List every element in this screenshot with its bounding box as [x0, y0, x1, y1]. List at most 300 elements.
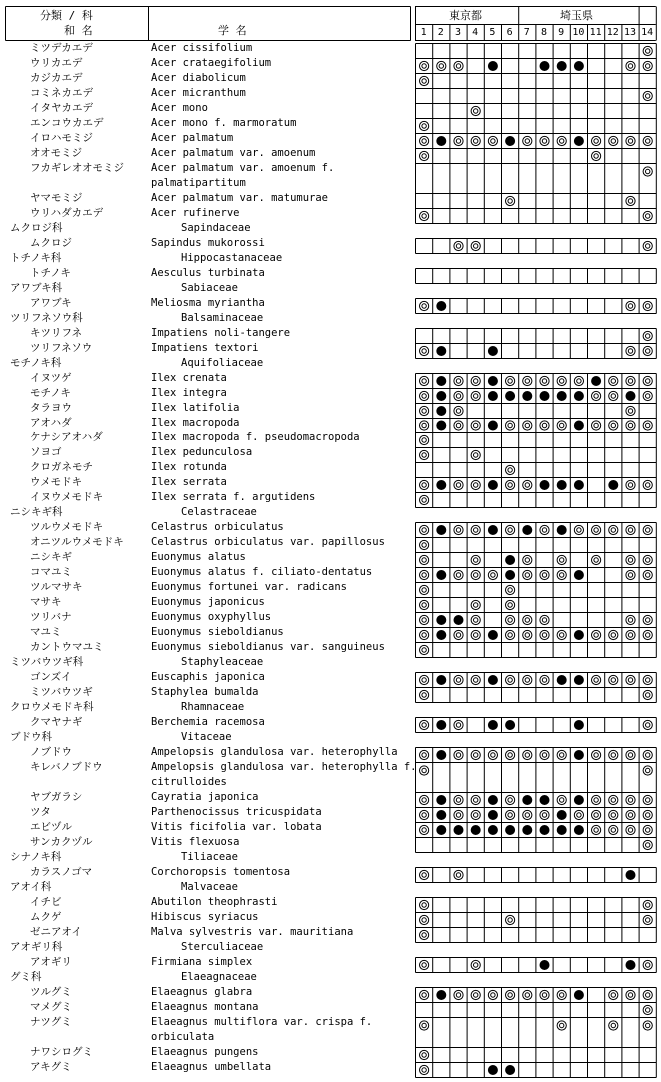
double-circle-mark-inner	[646, 678, 650, 682]
double-circle-mark	[626, 750, 635, 759]
double-circle-mark	[557, 376, 566, 385]
double-circle-mark-inner	[560, 798, 564, 802]
family-name-sci: Celastraceae	[181, 506, 257, 519]
family-name-jp: ツリフネソウ科	[10, 311, 83, 324]
species-name-sci: Acer palmatum var. amoenum	[151, 146, 316, 159]
double-circle-mark-inner	[646, 139, 650, 143]
double-circle-mark	[626, 61, 635, 70]
double-circle-mark	[471, 391, 480, 400]
double-circle-mark	[420, 151, 429, 160]
double-circle-mark-inner	[422, 379, 426, 383]
double-circle-mark	[420, 690, 429, 699]
filled-circle-mark	[436, 421, 446, 431]
double-circle-mark	[643, 960, 652, 969]
double-circle-mark	[420, 930, 429, 939]
double-circle-mark-inner	[422, 798, 426, 802]
double-circle-mark	[540, 630, 549, 639]
double-circle-mark	[506, 196, 515, 205]
double-circle-mark	[643, 480, 652, 489]
double-circle-mark	[643, 750, 652, 759]
double-circle-mark	[643, 525, 652, 534]
double-circle-mark-inner	[456, 483, 460, 487]
double-circle-mark-inner	[646, 813, 650, 817]
double-circle-mark-inner	[508, 528, 512, 532]
double-circle-mark	[488, 570, 497, 579]
double-circle-mark	[592, 136, 601, 145]
double-circle-mark-inner	[422, 304, 426, 308]
double-circle-mark	[609, 825, 618, 834]
filled-circle-mark	[540, 825, 550, 835]
double-circle-mark	[454, 241, 463, 250]
double-circle-mark-inner	[628, 678, 632, 682]
species-name-sci: Parthenocissus tricuspidata	[151, 805, 322, 818]
header-sci-title: 学 名	[218, 24, 247, 37]
double-circle-mark-inner	[646, 334, 650, 338]
double-circle-mark	[420, 630, 429, 639]
species-name-jp: イタヤカエデ	[30, 101, 93, 114]
double-circle-mark	[609, 376, 618, 385]
double-circle-mark	[420, 915, 429, 924]
double-circle-mark-inner	[525, 558, 529, 562]
double-circle-mark	[420, 525, 429, 534]
double-circle-mark-inner	[422, 453, 426, 457]
double-circle-mark-inner	[422, 394, 426, 398]
family-name-sci: Hippocastanaceae	[181, 251, 283, 264]
species-name-jp: ムクロジ	[30, 236, 72, 249]
double-circle-mark	[471, 675, 480, 684]
double-circle-mark	[506, 795, 515, 804]
double-circle-mark	[454, 525, 463, 534]
filled-circle-mark	[540, 391, 550, 401]
family-name-jp: トチノキ科	[10, 251, 62, 264]
double-circle-mark	[454, 675, 463, 684]
column-number: 3	[454, 27, 461, 38]
double-circle-mark-inner	[422, 409, 426, 413]
filled-circle-mark	[454, 825, 464, 835]
species-name-jp: ゼニアオイ	[30, 925, 82, 938]
filled-circle-mark	[436, 630, 446, 640]
double-circle-mark-inner	[560, 379, 564, 383]
double-circle-mark	[643, 421, 652, 430]
double-circle-mark-inner	[508, 633, 512, 637]
species-name-jp: クマヤナギ	[30, 716, 83, 729]
double-circle-mark-inner	[646, 798, 650, 802]
double-circle-mark-inner	[422, 1023, 426, 1027]
double-circle-mark	[557, 990, 566, 999]
double-circle-mark	[540, 675, 549, 684]
species-name-jp: コミネカエデ	[30, 86, 93, 99]
species-name-sci: Acer mono	[151, 101, 208, 114]
double-circle-mark	[454, 136, 463, 145]
double-circle-mark	[523, 555, 532, 564]
double-circle-mark-inner	[525, 753, 529, 757]
double-circle-mark	[420, 480, 429, 489]
double-circle-mark-inner	[594, 798, 598, 802]
filled-circle-mark	[505, 136, 515, 146]
double-circle-mark	[420, 211, 429, 220]
species-name-jp: カントウマユミ	[30, 641, 104, 654]
double-circle-mark	[454, 795, 463, 804]
species-name-sci: Acer palmatum	[151, 131, 234, 144]
species-name-jp: マサキ	[30, 596, 62, 609]
double-circle-mark-inner	[525, 379, 529, 383]
double-circle-mark	[506, 810, 515, 819]
double-circle-mark-inner	[646, 1023, 650, 1027]
double-circle-mark-inner	[560, 558, 564, 562]
filled-circle-mark	[505, 391, 515, 401]
double-circle-mark	[574, 525, 583, 534]
species-name-jp: クロガネモチ	[30, 461, 93, 474]
filled-circle-mark	[557, 825, 567, 835]
species-name-sci: Acer mono f. marmoratum	[151, 116, 297, 129]
filled-circle-mark	[488, 391, 498, 401]
double-circle-mark-inner	[422, 588, 426, 592]
double-circle-mark-inner	[508, 918, 512, 922]
family-name-sci: Malvaceae	[181, 880, 238, 893]
filled-circle-mark	[436, 376, 446, 386]
filled-circle-mark	[505, 555, 515, 565]
double-circle-mark-inner	[611, 528, 615, 532]
double-circle-mark-inner	[456, 723, 460, 727]
double-circle-mark-inner	[474, 453, 478, 457]
filled-circle-mark	[488, 525, 498, 535]
double-circle-mark-inner	[508, 603, 512, 607]
double-circle-mark	[471, 810, 480, 819]
double-circle-mark	[626, 421, 635, 430]
double-circle-mark	[420, 495, 429, 504]
double-circle-mark-inner	[611, 678, 615, 682]
double-circle-mark-inner	[628, 573, 632, 577]
double-circle-mark	[506, 585, 515, 594]
filled-circle-mark	[505, 825, 515, 835]
header-left-title: 分類 / 科	[40, 9, 93, 22]
filled-circle-mark	[574, 61, 584, 71]
filled-circle-mark	[436, 406, 446, 416]
double-circle-mark	[643, 211, 652, 220]
double-circle-mark-inner	[611, 813, 615, 817]
double-circle-mark	[626, 675, 635, 684]
filled-circle-mark	[574, 990, 584, 1000]
double-circle-mark-inner	[456, 678, 460, 682]
double-circle-mark	[420, 615, 429, 624]
double-circle-mark	[643, 810, 652, 819]
double-circle-mark	[471, 376, 480, 385]
double-circle-mark	[420, 421, 429, 430]
filled-circle-mark	[574, 136, 584, 146]
double-circle-mark-inner	[422, 903, 426, 907]
double-circle-mark-inner	[594, 423, 598, 427]
double-circle-mark	[609, 630, 618, 639]
double-circle-mark	[540, 376, 549, 385]
double-circle-mark	[420, 555, 429, 564]
species-name-jp: ヤブガラシ	[30, 791, 83, 803]
double-circle-mark-inner	[594, 528, 598, 532]
column-number: 10	[572, 27, 585, 38]
double-circle-mark-inner	[542, 379, 546, 383]
double-circle-mark-inner	[646, 1008, 650, 1012]
species-name-sci: Euonymus oxyphyllus	[151, 611, 272, 624]
double-circle-mark-inner	[628, 379, 632, 383]
double-circle-mark-inner	[628, 139, 632, 143]
species-name-jp: オニツルウメモドキ	[30, 536, 124, 549]
filled-circle-mark	[540, 480, 550, 490]
double-circle-mark	[506, 376, 515, 385]
double-circle-mark-inner	[422, 918, 426, 922]
species-name-jp: ノブドウ	[30, 746, 72, 759]
double-circle-mark-inner	[508, 753, 512, 757]
double-circle-mark-inner	[646, 483, 650, 487]
species-name-jp: イヌウメモドキ	[30, 491, 104, 504]
double-circle-mark	[626, 301, 635, 310]
double-circle-mark	[471, 750, 480, 759]
filled-circle-mark	[626, 391, 636, 401]
double-circle-mark-inner	[474, 109, 478, 113]
double-circle-mark-inner	[422, 423, 426, 427]
double-circle-mark	[523, 615, 532, 624]
family-name-jp: ミツバウツギ科	[10, 656, 84, 669]
double-circle-mark-inner	[594, 394, 598, 398]
double-circle-mark	[420, 121, 429, 130]
filled-circle-mark	[505, 1065, 515, 1075]
filled-circle-mark	[488, 421, 498, 431]
double-circle-mark	[643, 675, 652, 684]
double-circle-mark-inner	[594, 139, 598, 143]
filled-circle-mark	[436, 990, 446, 1000]
filled-circle-mark	[471, 825, 481, 835]
double-circle-mark	[643, 91, 652, 100]
double-circle-mark	[523, 480, 532, 489]
species-name-jp: フカギレオオモミジ	[30, 161, 124, 174]
double-circle-mark-inner	[422, 768, 426, 772]
column-number: 12	[606, 27, 619, 38]
double-circle-mark	[488, 990, 497, 999]
species-name-sci: Acer cissifolium	[151, 42, 253, 54]
species-name-sci: Euscaphis japonica	[151, 671, 265, 684]
double-circle-mark-inner	[646, 618, 650, 622]
filled-circle-mark	[591, 376, 601, 386]
double-circle-mark	[420, 346, 429, 355]
species-name-sci: Acer palmatum var. amoenum f.	[151, 161, 335, 174]
double-circle-mark-inner	[491, 753, 495, 757]
double-circle-mark-inner	[422, 558, 426, 562]
double-circle-mark	[454, 720, 463, 729]
double-circle-mark	[592, 151, 601, 160]
filled-circle-mark	[574, 480, 584, 490]
double-circle-mark-inner	[525, 139, 529, 143]
species-name-sci: Elaeagnus montana	[151, 1000, 259, 1013]
double-circle-mark	[643, 720, 652, 729]
double-circle-mark-inner	[594, 753, 598, 757]
double-circle-mark	[471, 241, 480, 250]
double-circle-mark-inner	[646, 64, 650, 68]
double-circle-mark	[523, 750, 532, 759]
double-circle-mark-inner	[456, 993, 460, 997]
species-name-sci: Ilex serrata	[151, 476, 227, 489]
species-name-sci: Corchoropsis tomentosa	[151, 865, 291, 878]
double-circle-mark	[574, 810, 583, 819]
double-circle-mark-inner	[474, 573, 478, 577]
species-name-sci: Sapindus mukorossi	[151, 236, 265, 249]
species-name-sci: Abutilon theophrasti	[151, 895, 278, 908]
double-circle-mark-inner	[474, 558, 478, 562]
species-name-sci: Aesculus turbinata	[151, 266, 265, 279]
double-circle-mark	[557, 630, 566, 639]
double-circle-mark	[420, 391, 429, 400]
double-circle-mark	[488, 136, 497, 145]
double-circle-mark	[523, 570, 532, 579]
family-name-sci: Staphyleaceae	[181, 656, 264, 669]
species-name-sci: Euonymus alatus f. ciliato-dentatus	[151, 566, 373, 579]
species-name-jp: モチノキ	[30, 386, 71, 399]
double-circle-mark-inner	[525, 633, 529, 637]
double-circle-mark-inner	[646, 633, 650, 637]
species-name-sci: Cayratia japonica	[151, 791, 259, 803]
double-circle-mark-inner	[422, 214, 426, 218]
double-circle-mark	[523, 675, 532, 684]
double-circle-mark-inner	[628, 199, 632, 203]
filled-circle-mark	[488, 376, 498, 386]
filled-circle-mark	[540, 960, 550, 970]
double-circle-mark-inner	[628, 349, 632, 353]
species-name-jp: ゴンズイ	[30, 671, 72, 684]
filled-circle-mark	[608, 480, 618, 490]
double-circle-mark-inner	[594, 828, 598, 832]
double-circle-mark	[420, 61, 429, 70]
double-circle-mark-inner	[422, 483, 426, 487]
double-circle-mark-inner	[525, 993, 529, 997]
double-circle-mark-inner	[508, 588, 512, 592]
family-name-sci: Vitaceae	[181, 731, 232, 744]
filled-circle-mark	[557, 525, 567, 535]
filled-circle-mark	[574, 720, 584, 730]
double-circle-mark	[643, 766, 652, 775]
double-circle-mark-inner	[422, 678, 426, 682]
double-circle-mark	[540, 136, 549, 145]
filled-circle-mark	[488, 1065, 498, 1075]
double-circle-mark-inner	[542, 573, 546, 577]
double-circle-mark-inner	[456, 633, 460, 637]
species-name-jp: ウリハダカエデ	[30, 206, 104, 219]
double-circle-mark-inner	[474, 633, 478, 637]
species-name-jp: ツルグミ	[30, 985, 72, 998]
double-circle-mark-inner	[508, 468, 512, 472]
species-name-sci: Celastrus orbiculatus var. papillosus	[151, 536, 385, 549]
double-circle-mark	[626, 555, 635, 564]
species-name-jp: キツリフネ	[30, 326, 83, 339]
header-region-saitama: 埼玉県	[560, 9, 593, 22]
double-circle-mark	[643, 331, 652, 340]
double-circle-mark	[626, 525, 635, 534]
double-circle-mark-inner	[491, 993, 495, 997]
double-circle-mark	[420, 585, 429, 594]
filled-circle-mark	[626, 960, 636, 970]
family-name-jp: グミ科	[10, 970, 42, 983]
double-circle-mark-inner	[611, 423, 615, 427]
double-circle-mark-inner	[422, 79, 426, 83]
double-circle-mark	[471, 555, 480, 564]
double-circle-mark-inner	[542, 678, 546, 682]
double-circle-mark-inner	[646, 94, 650, 98]
double-circle-mark	[643, 167, 652, 176]
double-circle-mark	[506, 990, 515, 999]
double-circle-mark	[643, 46, 652, 55]
column-number: 2	[437, 27, 444, 38]
filled-circle-mark	[436, 810, 446, 820]
double-circle-mark-inner	[611, 394, 615, 398]
species-name-sci: Ilex crenata	[151, 371, 227, 384]
double-circle-mark-inner	[628, 618, 632, 622]
double-circle-mark-inner	[439, 64, 443, 68]
filled-circle-mark	[436, 825, 446, 835]
double-circle-mark	[420, 870, 429, 879]
column-number: 8	[540, 27, 547, 38]
double-circle-mark-inner	[628, 633, 632, 637]
double-circle-mark-inner	[474, 993, 478, 997]
double-circle-mark-inner	[474, 618, 478, 622]
double-circle-mark	[592, 391, 601, 400]
double-circle-mark-inner	[646, 753, 650, 757]
double-circle-mark	[557, 795, 566, 804]
double-circle-mark	[609, 525, 618, 534]
double-circle-mark	[643, 900, 652, 909]
double-circle-mark-inner	[422, 154, 426, 158]
double-circle-mark-inner	[422, 873, 426, 877]
double-circle-mark-inner	[611, 1023, 615, 1027]
family-name-sci: Rhamnaceae	[181, 701, 245, 714]
filled-circle-mark	[436, 675, 446, 685]
double-circle-mark	[643, 136, 652, 145]
double-circle-mark-inner	[611, 828, 615, 832]
double-circle-mark-inner	[422, 528, 426, 532]
filled-circle-mark	[540, 795, 550, 805]
double-circle-mark	[626, 346, 635, 355]
species-name-jp: ナツグミ	[30, 1015, 72, 1028]
double-circle-mark	[471, 960, 480, 969]
filled-circle-mark	[436, 570, 446, 580]
filled-circle-mark	[436, 480, 446, 490]
double-circle-mark	[471, 480, 480, 489]
double-circle-mark	[420, 450, 429, 459]
double-circle-mark-inner	[456, 798, 460, 802]
double-circle-mark	[420, 1050, 429, 1059]
double-circle-mark-inner	[508, 618, 512, 622]
double-circle-mark	[420, 600, 429, 609]
double-circle-mark	[643, 301, 652, 310]
double-circle-mark	[506, 675, 515, 684]
double-circle-mark	[609, 675, 618, 684]
filled-circle-mark	[454, 615, 464, 625]
double-circle-mark	[420, 825, 429, 834]
double-circle-mark-inner	[422, 543, 426, 547]
species-name-jp: ケナシアオハダ	[30, 431, 103, 444]
column-number: 5	[489, 27, 496, 38]
species-name-sci: Impatiens noli-tangere	[151, 326, 291, 339]
double-circle-mark	[471, 600, 480, 609]
double-circle-mark	[643, 241, 652, 250]
double-circle-mark	[454, 990, 463, 999]
filled-circle-mark	[436, 720, 446, 730]
double-circle-mark-inner	[628, 993, 632, 997]
species-name-jp: ツルマサキ	[30, 581, 83, 594]
double-circle-mark-inner	[628, 828, 632, 832]
double-circle-mark-inner	[422, 723, 426, 727]
double-circle-mark	[523, 990, 532, 999]
species-name-sci: Acer palmatum var. matumurae	[151, 191, 329, 204]
double-circle-mark-inner	[456, 379, 460, 383]
filled-circle-mark	[436, 795, 446, 805]
double-circle-mark	[609, 990, 618, 999]
double-circle-mark-inner	[491, 139, 495, 143]
